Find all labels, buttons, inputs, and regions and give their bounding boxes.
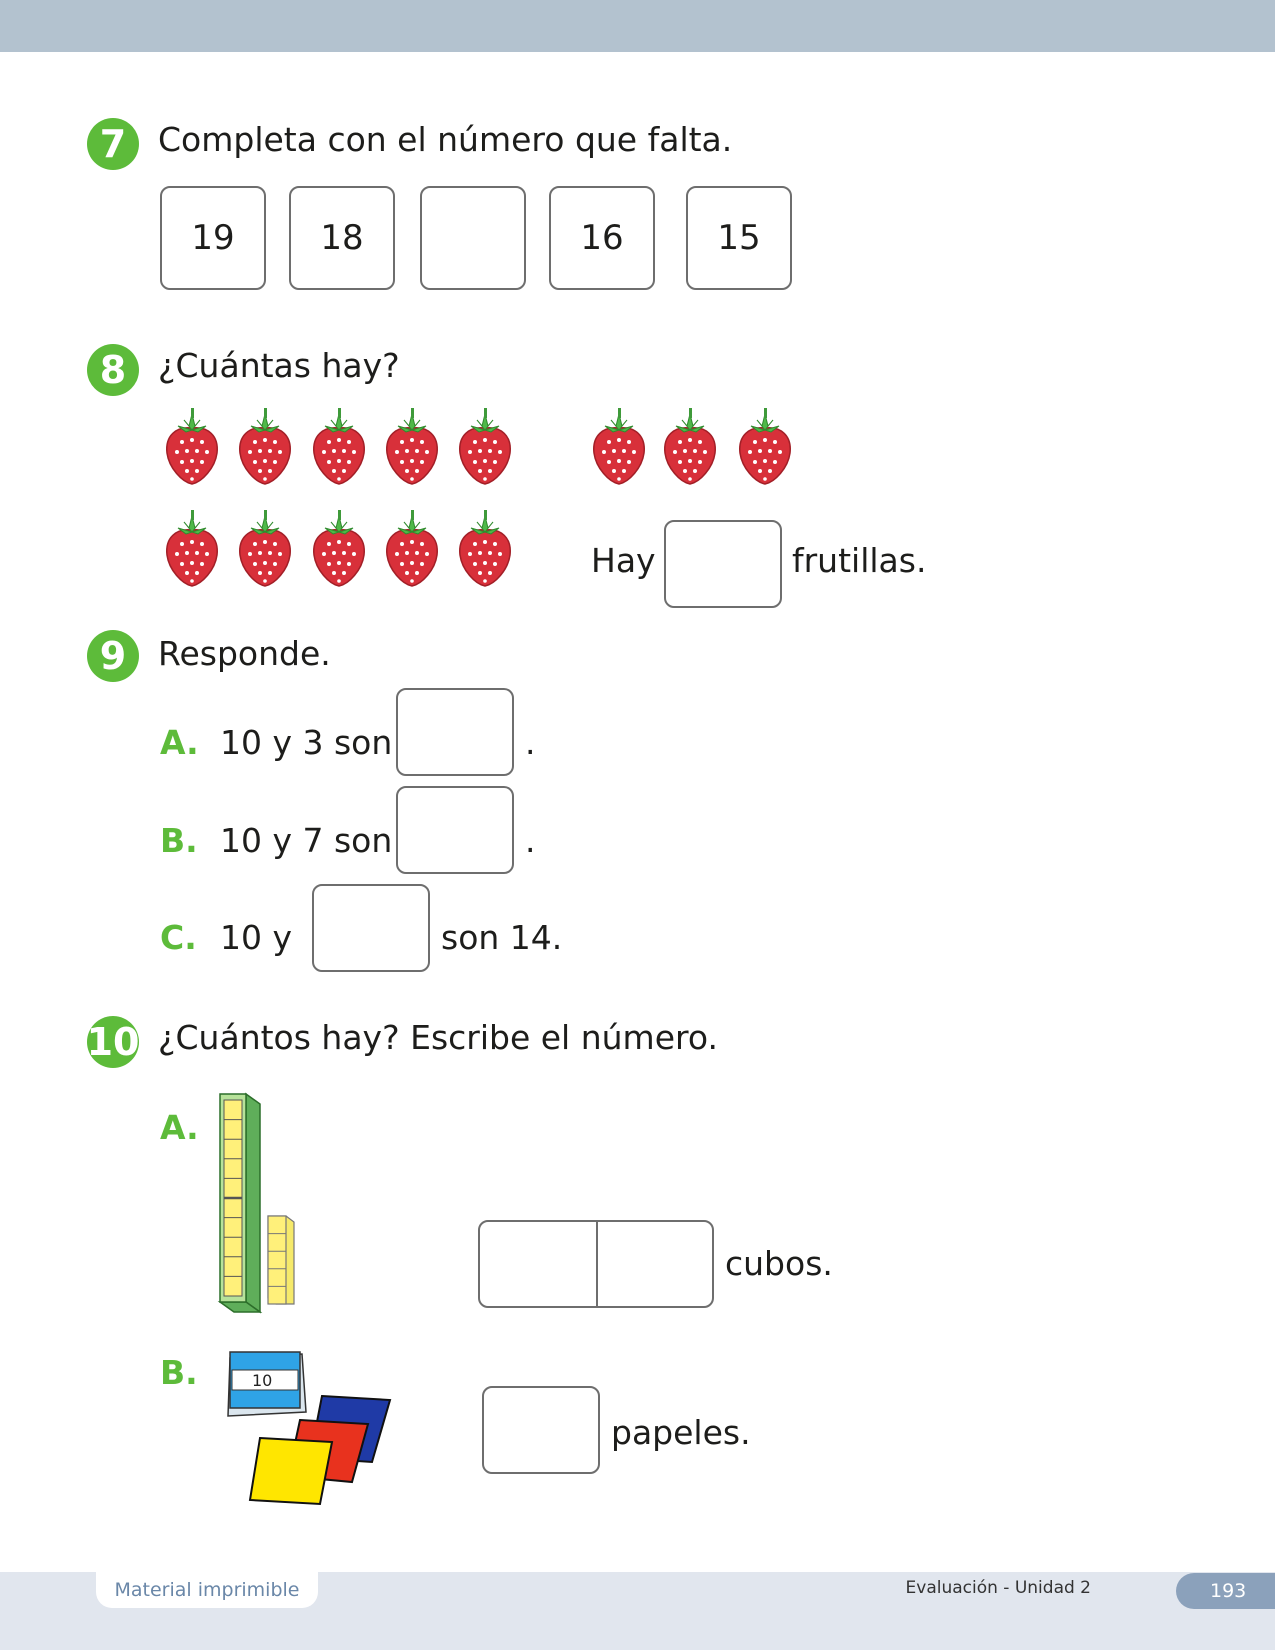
number-box: 16 <box>549 186 655 290</box>
item-letter: C. <box>160 918 197 957</box>
strawberry-icon <box>589 408 649 486</box>
strawberry-icon <box>309 510 369 588</box>
strawberry-icon <box>235 408 295 486</box>
strawberry-icon <box>309 408 369 486</box>
item-letter: B. <box>160 821 198 860</box>
strawberry-count-answer-box[interactable] <box>664 520 782 608</box>
base-ten-blocks-icon <box>214 1090 304 1316</box>
question-number-badge: 10 <box>87 1016 139 1068</box>
question-prompt: ¿Cuántos hay? Escribe el número. <box>158 1018 718 1057</box>
missing-number-answer-box[interactable] <box>420 186 526 290</box>
sum-answer-box[interactable] <box>396 688 514 776</box>
question-number-badge: 9 <box>87 630 139 682</box>
item-text: 10 y 7 son <box>220 821 393 860</box>
item-end: son 14. <box>441 918 563 957</box>
answer-suffix: frutillas. <box>792 541 927 580</box>
two-digit-answer-box[interactable] <box>478 1220 714 1308</box>
question-prompt: Completa con el número que falta. <box>158 120 733 159</box>
page-number: 193 <box>1176 1573 1275 1609</box>
question-prompt: ¿Cuántas hay? <box>158 346 400 385</box>
strawberry-icon <box>235 510 295 588</box>
answer-suffix: papeles. <box>611 1413 751 1452</box>
strawberry-icon <box>735 408 795 486</box>
header-band <box>0 0 1275 52</box>
addend-answer-box[interactable] <box>312 884 430 972</box>
item-letter: A. <box>160 1108 199 1147</box>
item-end: . <box>525 723 536 762</box>
strawberry-icon <box>162 510 222 588</box>
question-prompt: Responde. <box>158 634 331 673</box>
paper-count-answer-box[interactable] <box>482 1386 600 1474</box>
number-box: 15 <box>686 186 792 290</box>
sum-answer-box[interactable] <box>396 786 514 874</box>
strawberry-icon <box>382 510 442 588</box>
strawberry-icon <box>660 408 720 486</box>
item-end: . <box>525 821 536 860</box>
number-box: 18 <box>289 186 395 290</box>
paper-stack-icon <box>222 1350 392 1506</box>
strawberry-icon <box>455 510 515 588</box>
strawberry-icon <box>162 408 222 486</box>
question-number-badge: 7 <box>87 118 139 170</box>
footer-section-label: Evaluación - Unidad 2 <box>905 1578 1091 1598</box>
digit-divider <box>596 1222 598 1306</box>
question-number-badge: 8 <box>87 344 139 396</box>
strawberry-icon <box>455 408 515 486</box>
pack-label: 10 <box>252 1371 273 1390</box>
answer-suffix: cubos. <box>725 1244 833 1283</box>
footer-tab: Material imprimible <box>96 1572 318 1608</box>
item-letter: A. <box>160 723 199 762</box>
number-box: 19 <box>160 186 266 290</box>
item-letter: B. <box>160 1353 198 1392</box>
item-text: 10 y <box>220 918 293 957</box>
answer-prefix: Hay <box>591 541 656 580</box>
strawberry-icon <box>382 408 442 486</box>
item-text: 10 y 3 son <box>220 723 393 762</box>
